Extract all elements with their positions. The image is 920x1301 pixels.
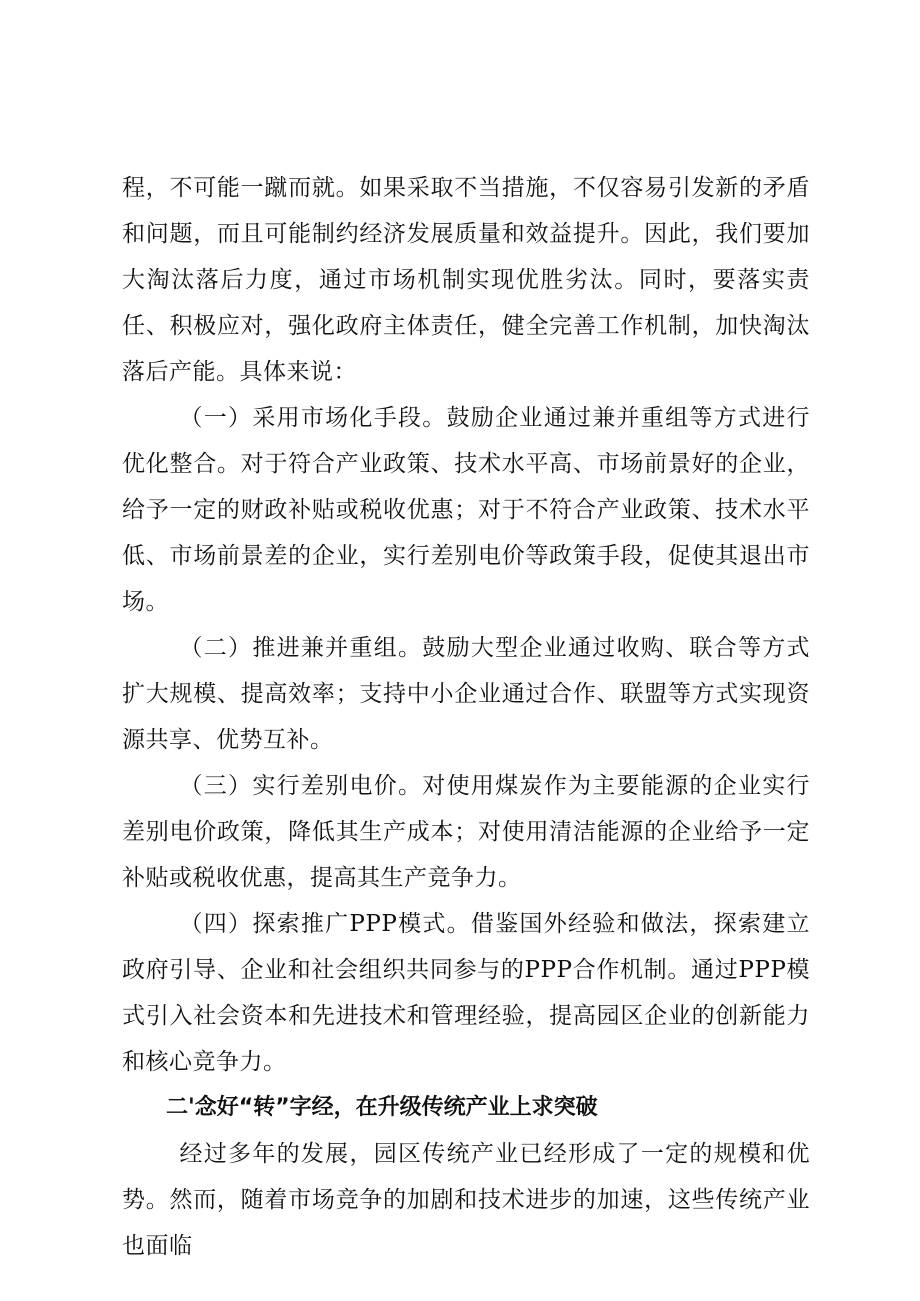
paragraph-item-2: （二）推进兼并重组。鼓励大型企业通过收购、联合等方式扩大规模、提高效率；支持中小企业通过合作、联盟等方式实现资源共享、优势互补。 [122,635,810,753]
section-heading: 二'念好“转”字经，在升级传统产业上求突破 [166,1095,598,1120]
paragraph-continuation: 程，不可能一蹴而就。如果采取不当措施，不仅容易引发新的矛盾和问题，而且可能制约经济发展质量和效益提升。因此，我们要加大淘汰落后力度，通过市场机制实现优胜劣汰。同时，要落实责任、积极应对，强化政府主体责任，健全完善工作机制，加快淘汰落后产能。具体来说： [122,175,810,385]
paragraph-item-3: （三）实行差别电价。对使用煤炭作为主要能源的企业实行差别电价政策，降低其生产成本；对使用清洁能源的企业给予一定补贴或税收优惠，提高其生产竞争力。 [122,773,810,891]
paragraph-item-4: （四）探索推广PPP模式。借鉴国外经验和做法，探索建立政府引导、企业和社会组织共同参与的PPP合作机制。通过PPP模式引入社会资本和先进技术和管理经验，提高园区企业的创新能力和核心竞争力。 [122,911,810,1075]
paragraph-closing: 经过多年的发展，园区传统产业已经形成了一定的规模和优势。然而，随着市场竞争的加剧和技术进步的加速，这些传统产业也面临 [122,1141,810,1259]
paragraph-item-1: （一）采用市场化手段。鼓励企业通过兼并重组等方式进行优化整合。对于符合产业政策、技术水平高、市场前景好的企业，给予一定的财政补贴或税收优惠；对于不符合产业政策、技术水平低、市场前景差的企业，实行差别电价等政策手段，促使其退出市场。 [122,405,810,615]
document-body [122,165,810,1269]
